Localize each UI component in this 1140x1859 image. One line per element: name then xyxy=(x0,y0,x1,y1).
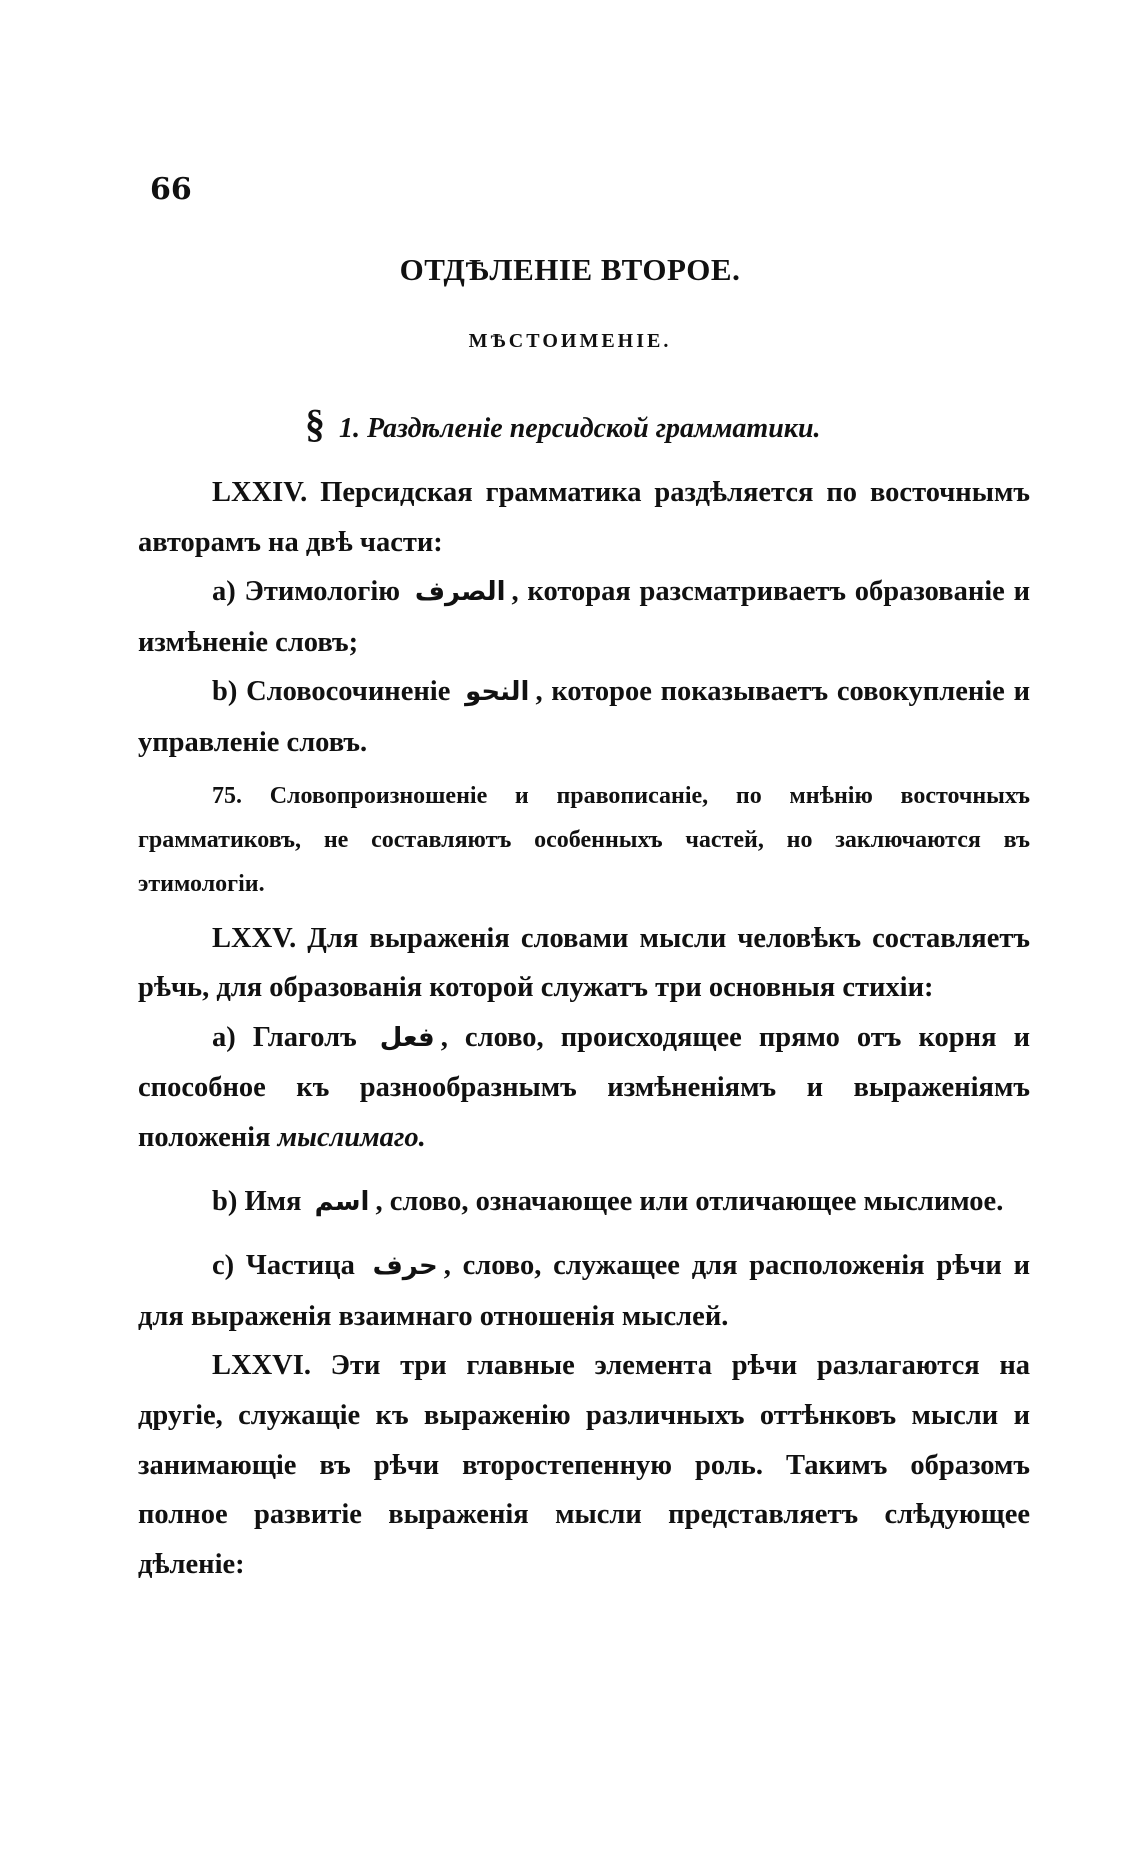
paragraph-lxxv: LXXV. Для выраженія словами мысли человѣкъ составляетъ рѣчь, для образованія которой служатъ три основныя стихіи: xyxy=(138,922,1030,1004)
arabic-term: حرف xyxy=(372,1251,438,1282)
item-verb: а) Глаголъ فعل , слово, происходящее прямо отъ корня и способное къ разнообразнымъ измѣненіямъ и выраженіямъ положенія мыслимаго. xyxy=(138,1021,1030,1153)
section-title: ОТДѢЛЕНІЕ ВТОРОЕ. xyxy=(399,252,741,287)
arabic-term: الصرف xyxy=(414,577,506,608)
item-particle: с) Частица حرف , слово, служащее для расположенія рѣчи и для выраженія взаимнаго отношенія мыслей. xyxy=(138,1250,1030,1332)
body-text xyxy=(138,468,1030,1589)
paragraph-heading-text: 1. Раздѣленіе персидской грамматики. xyxy=(339,413,821,444)
paragraph-heading xyxy=(305,400,821,447)
paragraph-lxxvi: LXXVI. Эти три главные элемента рѣчи разлагаются на другіе, служащіе къ выраженію различныхъ оттѣнковъ мысли и занимающіе въ рѣчи второстепенную роль. Такимъ образомъ полное развитіе выраженія мысли представляетъ слѣдующее дѣленіе: xyxy=(138,1350,1030,1580)
item-etymology: а) Этимологію الصرف , которая разсматриваетъ образованіе и измѣненіе словъ; xyxy=(138,576,1031,658)
note-75: 75. Словопроизношеніе и правописаніе, по мнѣнію восточныхъ грамматиковъ, не составляютъ особенныхъ частей, но заключаются въ этимологіи. xyxy=(138,782,1030,897)
arabic-term: النحو xyxy=(465,677,530,708)
italic-word: мыслимаго. xyxy=(277,1121,426,1153)
paragraph-lxxiv: LXXIV. Персидская грамматика раздѣляется по восточнымъ авторамъ на двѣ части: xyxy=(138,477,1030,558)
item-noun: b) Имя اسم , слово, означающее или отличающее мыслимое. xyxy=(212,1185,1004,1217)
arabic-term: فعل xyxy=(379,1022,435,1053)
item-syntax: b) Словосочиненіе النحو , которое показываетъ совокупленіе и управленіе словъ. xyxy=(138,676,1031,758)
subtitle: МѢСТОИМЕНІЕ. xyxy=(468,330,672,352)
page-number: 66 xyxy=(150,172,192,207)
section-sign: § xyxy=(305,401,325,446)
arabic-term: اسم xyxy=(314,1186,370,1217)
